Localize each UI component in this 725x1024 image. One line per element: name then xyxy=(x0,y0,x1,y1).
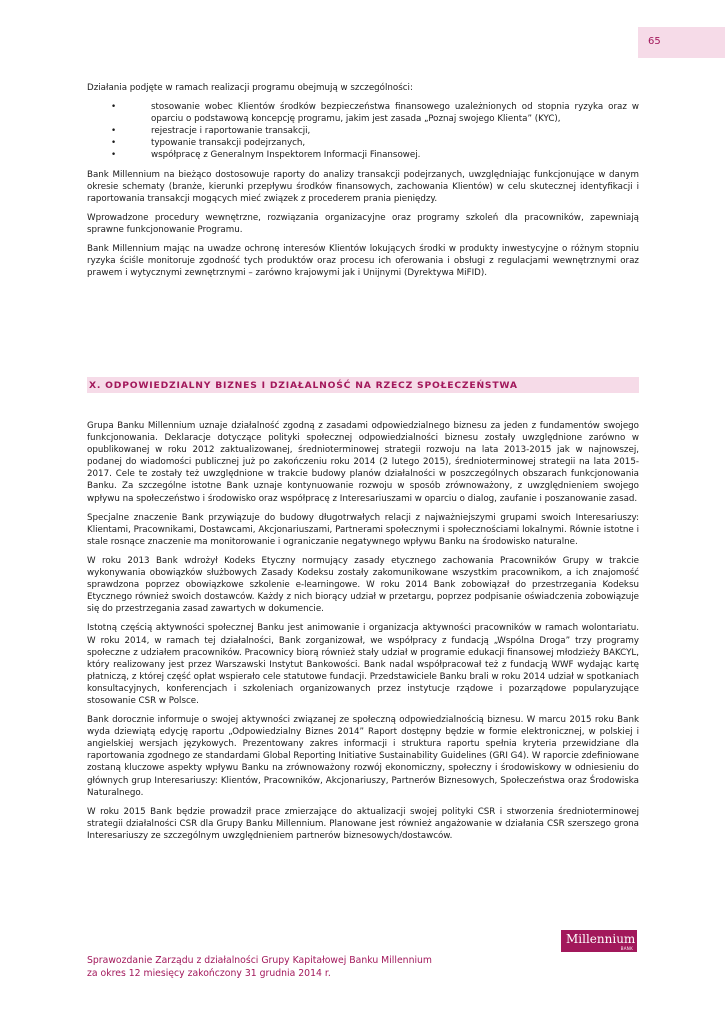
logo-name: Millennium xyxy=(566,932,636,946)
list-item-text: typowanie transakcji podejrzanych, xyxy=(151,138,306,149)
page-number: 65 xyxy=(648,36,661,47)
list-item xyxy=(87,137,639,149)
bullet-list xyxy=(87,101,639,161)
paragraph: Specjalne znaczenie Bank przywiązuje do budowy długotrwałych relacji z najważniejszymi grupami swoich Interesariuszy: Klientami, Pracownikami, Dostawcami, Akcjonariuszami, Partnerami społecznymi i społecznościami lokalnymi. Równie istotne i stale rosnące znaczenie ma monitorowanie i ograniczanie negatywnego wpływu Banku na środowisko naturalne. xyxy=(87,512,639,547)
paragraph: Istotną częścią aktywności społecznej Banku jest animowanie i organizacja aktywności pracowników w ramach wolontariatu. W roku 2014, w ramach tej działalności, Bank zorganizował, we współpracy z fundacją „Wspólna Droga” trzy programy społeczne z udziałem pracowników. Pracownicy biorą również stały udział w programie edukacji finansowej młodzieży BAKCYL, który realizowany jest przez Warszawski Instytut Bankowości. Bank nadal współpracował też z fundacją WWF wydając kartę płatniczą, z której część opłat wspierało cele statutowe fundacji. Przedstawiciele Banku brali w roku 2014 udział w spotkaniach konsultacyjnych, konferencjach i szkoleniach organizowanych przez instytucje rządowe i pozarządowe popularyzujące stosowanie CSR w Polsce. xyxy=(87,623,639,706)
bank-logo xyxy=(561,930,637,952)
paragraph: Grupa Banku Millennium uznaje działalność zgodną z zasadami odpowiedzialnego biznesu za jeden z fundamentów swojego funkcjonowania. Deklaracje dotyczące polityki społecznej odpowiedzialności biznesu zostały uwzględnione zarówno w opublikowanej w roku 2012 zaktualizowanej, średnioterminowej strategii rozwoju na lata 2013-2015 jak w najnowszej, podanej do wiadomości publicznej już po zakończeniu roku 2014 (2 lutego 2015), średnioterminowej strategii na lata 2015-2017. Cele te zostały też uwzględnione w trakcie budowy planów działalności w poszczególnych obszarach funkcjonowania Banku. Za szczególne istotne Bank uznaje kontynuowanie rozwoju w sposób zrównoważony, z uwzględnieniem swojego wpływu na społeczeństwo i środowisko oraz współpracę z Interesariuszami w oparciu o dialog, zaufanie i poszanowanie zasad. xyxy=(87,421,639,504)
paragraph: W roku 2013 Bank wdrożył Kodeks Etyczny normujący zasady etycznego zachowania Pracowników Grupy w trakcie wykonywania obowiązków służbowych Zasady Kodeksu zostały zakomunikowane wszystkim pracownikom, a ich znajomość sprawdzona poprzez obowiązkowe szkolenie e-learningowe. W roku 2014 Bank zobowiązał do przestrzegania Kodeksu Etycznego również swoich dostawców. Każdy z nich biorący udział w przetargu, poprzez podpisanie oświadczenia zobowiązuje się do przestrzegania zasad zawartych w dokumencie. xyxy=(87,555,639,615)
paragraph: Bank Millennium mając na uwadze ochronę interesów Klientów lokujących środki w produkty inwestycyjne o różnym stopniu ryzyka ściśle monitoruje zgodność tych produktów oraz procesu ich oferowania i obsługi z regulacjami wewnętrznymi oraz prawem i wytycznymi zewnętrznymi – zarówno krajowymi jak i Unijnymi (Dyrektywa MiFID). xyxy=(87,244,639,279)
bullet-icon: • xyxy=(111,102,117,113)
list-item-text: stosowanie wobec Klientów środków bezpieczeństwa finansowego uzależnionych od stopnia ryzyka oraz w oparciu o podstawową koncepcję programu, jakim jest zasada „Poznaj swojego Klienta” (KYC), xyxy=(151,102,639,125)
page-number-box xyxy=(638,27,725,58)
logo-sub: BANK xyxy=(620,946,633,951)
footer xyxy=(87,954,487,980)
top-content xyxy=(87,82,639,286)
section-title: X. ODPOWIEDZIALNY BIZNES I DZIAŁALNOŚĆ NA RZECZ SPOŁECZEŃSTWA xyxy=(89,380,518,391)
list-item xyxy=(87,149,639,161)
list-item xyxy=(87,101,639,125)
paragraph: W roku 2015 Bank będzie prowadził prace zmierzające do aktualizacji swojej polityki CSR i stworzenia średnioterminowej strategii działalności CSR dla Grupy Banku Millennium. Planowane jest również angażowanie w działania CSR szerszego grona Interesariuszy ze szczególnym uwzględnieniem partnerów biznesowych/dostawców. xyxy=(87,806,639,841)
bullet-icon: • xyxy=(111,138,117,149)
section-header xyxy=(87,377,639,393)
bullet-icon: • xyxy=(111,150,117,161)
footer-line: Sprawozdanie Zarządu z działalności Grupy Kapitałowej Banku Millennium xyxy=(87,955,432,966)
list-item-text: rejestracje i raportowanie transakcji, xyxy=(151,126,311,137)
bullet-icon: • xyxy=(111,126,117,137)
footer-line: za okres 12 miesięcy zakończony 31 grudnia 2014 r. xyxy=(87,968,331,979)
paragraph: Wprowadzone procedury wewnętrzne, rozwiązania organizacyjne oraz programy szkoleń dla pracowników, zapewniają sprawne funkcjonowanie Programu. xyxy=(87,212,639,235)
paragraph: Bank dorocznie informuje o swojej aktywności związanej ze społeczną odpowiedzialnością biznesu. W marcu 2015 roku Bank wyda dziewiątą edycję raportu „Odpowiedzialny Biznes 2014” Raport dostępny będzie w formie elektronicznej, w polskiej i angielskiej wersjach językowych. Prezentowany zakres informacji i struktura raportu spełnia kryteria przewidziane dla raportowania zgodnego ze standardami Global Reporting Initiative Sustainability Guidelines (GRI G4). W raporcie zdefiniowane zostaną kluczowe aspekty wpływu Banku na zrównoważony rozwój ekonomiczny, społeczny i środowiskowy w odniesieniu do głównych grup Interesariuszy: Klientów, Pracowników, Akcjonariuszy, Partnerów Biznesowych, Społeczeństwa oraz Środowiska Naturalnego. xyxy=(87,715,639,798)
paragraph: Bank Millennium na bieżąco dostosowuje raporty do analizy transakcji podejrzanych, uwzględniając funkcjonujące w danym okresie schematy (branże, kierunki przepływu środków finansowych, zachowania Klientów) w celu skutecznej identyfikacji i raportowania transakcji mogących mieć związek z procederem prania pieniędzy. xyxy=(87,169,639,204)
intro-paragraph: Działania podjęte w ramach realizacji programu obejmują w szczególności: xyxy=(87,83,413,93)
list-item xyxy=(87,125,639,137)
section-content xyxy=(87,420,639,849)
list-item-text: współpracę z Generalnym Inspektorem Informacji Finansowej. xyxy=(151,150,421,161)
